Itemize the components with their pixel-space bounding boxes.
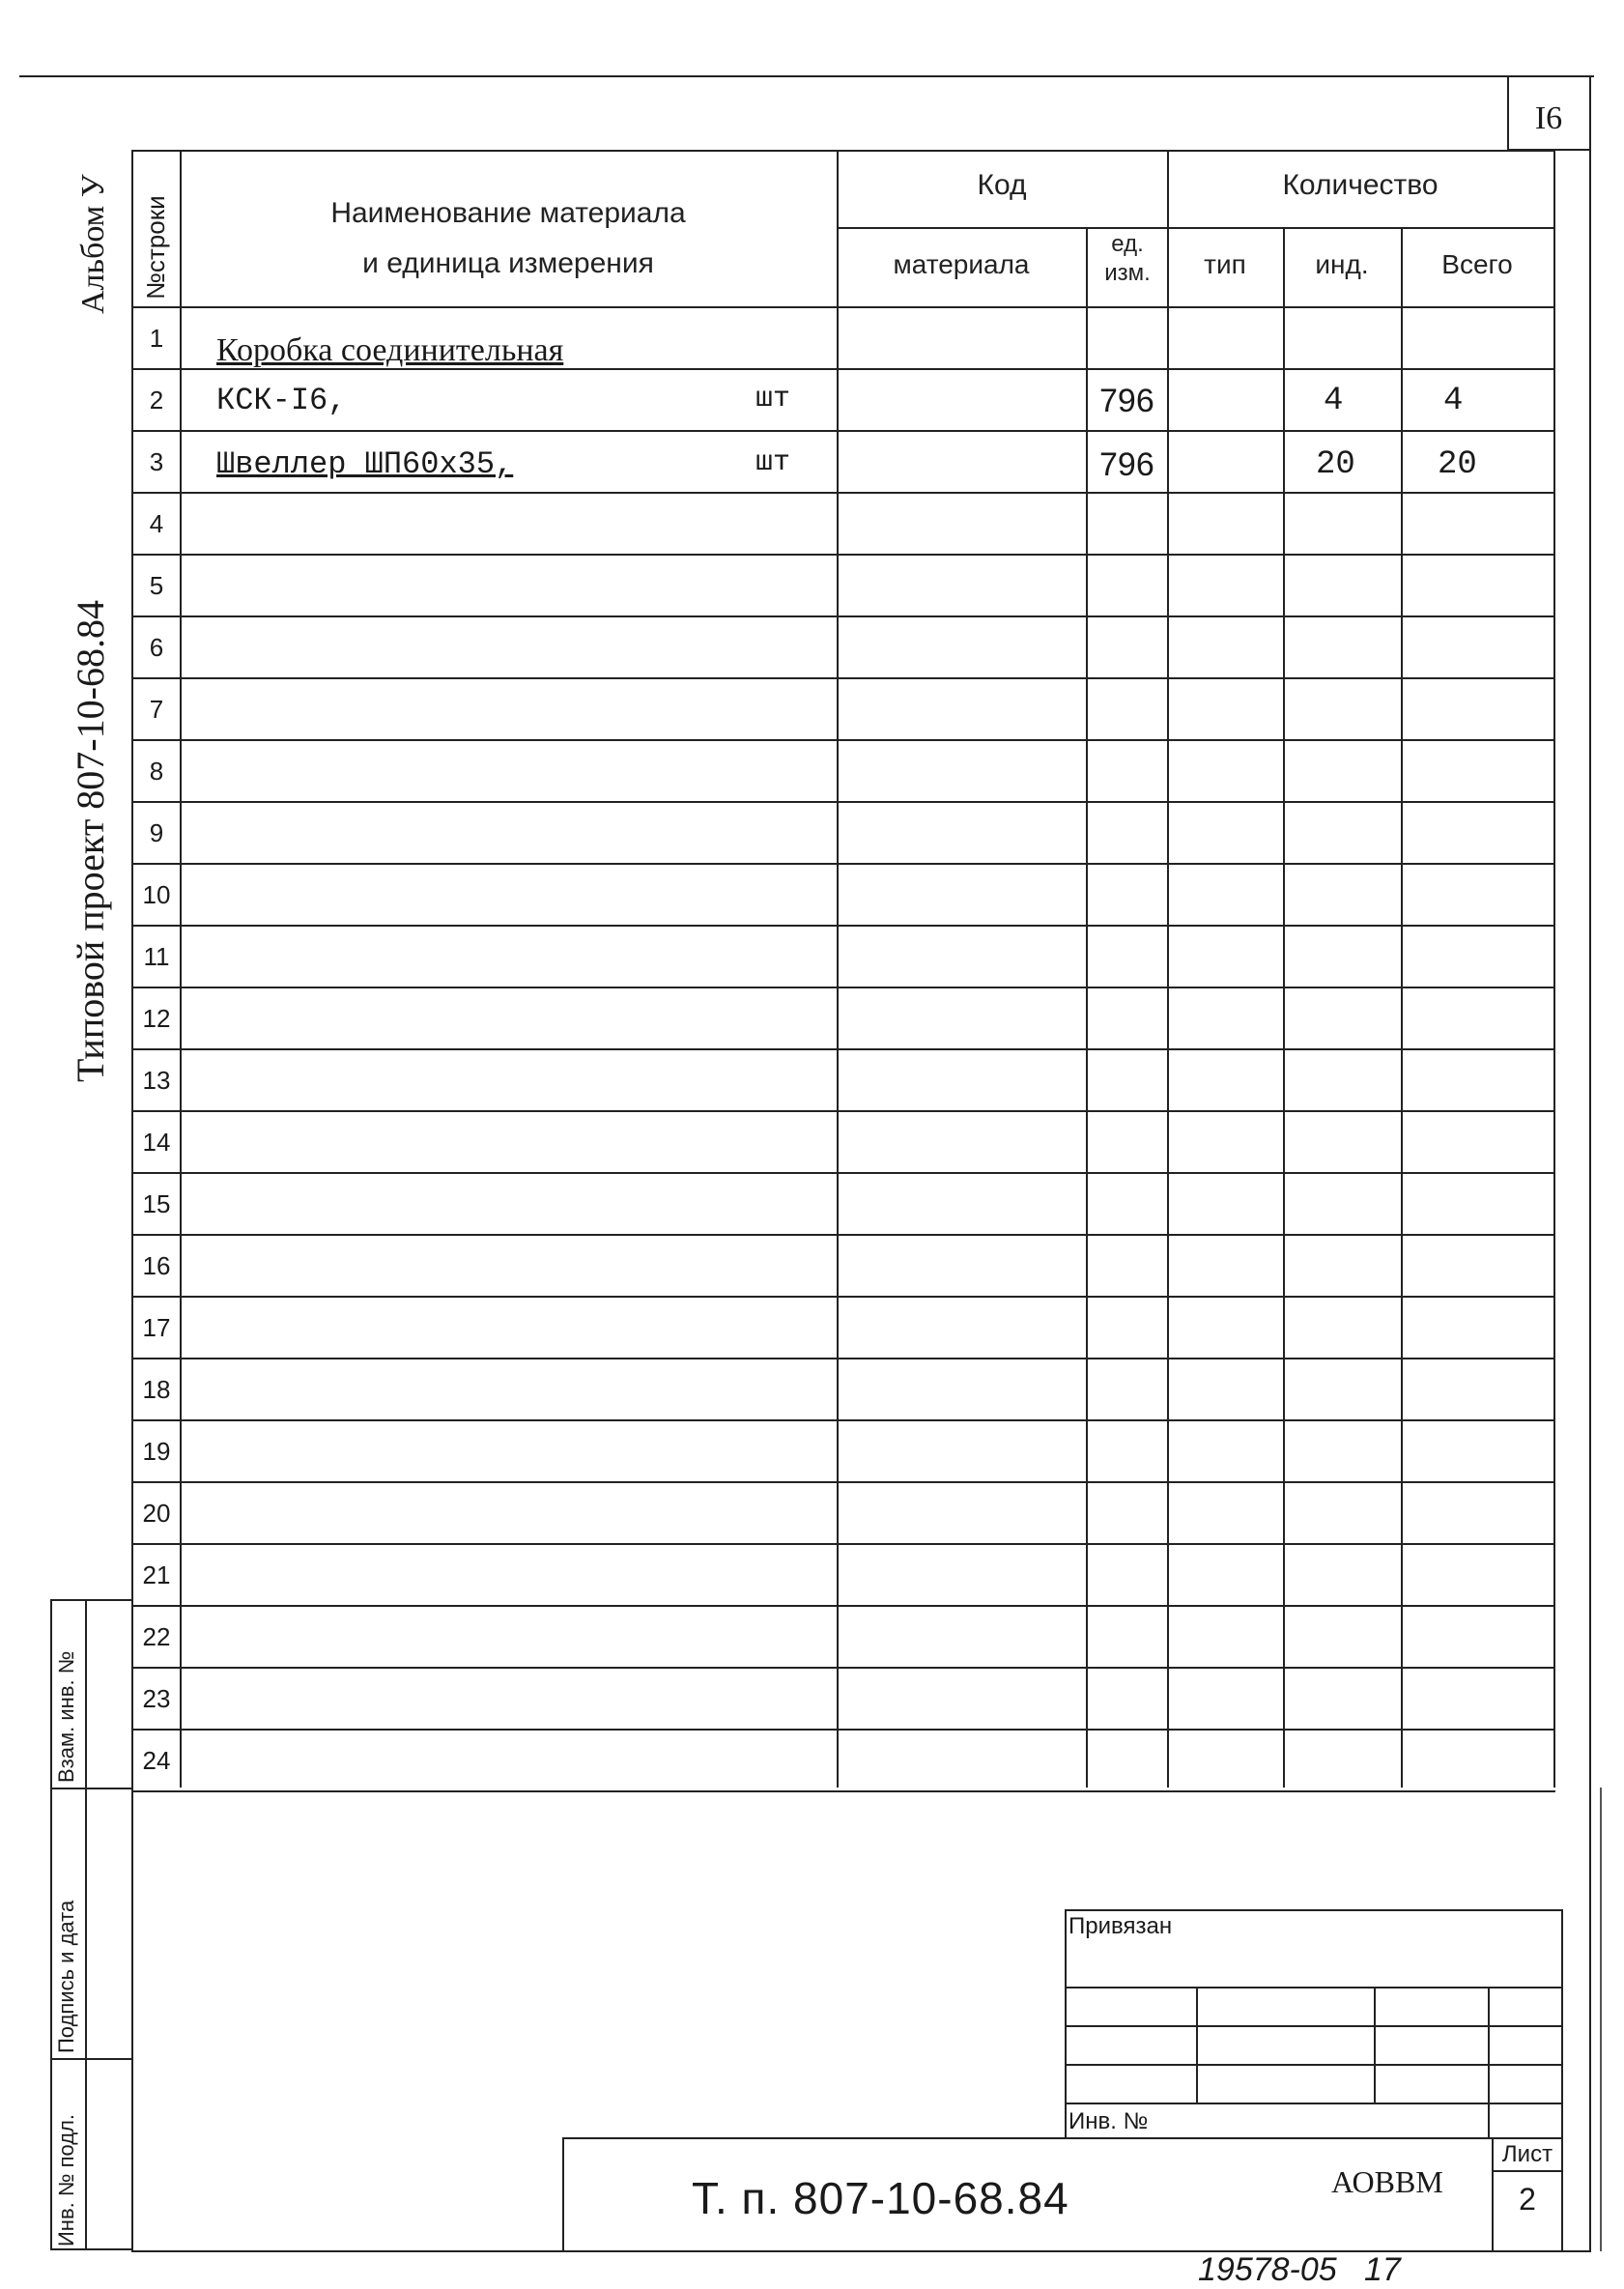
row-separator — [131, 739, 1555, 741]
row-number: 18 — [142, 1375, 171, 1404]
header-row-number: №строки — [141, 195, 170, 300]
sheet-cell-sep — [1492, 2170, 1563, 2172]
row-number: 22 — [142, 1622, 171, 1651]
row3-total: 20 — [1438, 446, 1477, 483]
row3-ind: 20 — [1316, 446, 1355, 483]
inv-label: Инв. № — [1068, 2108, 1149, 2134]
stamp-replace-inv: Взам. инв. № — [54, 1650, 78, 1783]
row3-unit-code: 796 — [1099, 446, 1154, 483]
header-code: Код — [977, 169, 1027, 201]
row-separator — [131, 1481, 1555, 1483]
stamp-sep-1 — [50, 1788, 131, 1789]
row-separator — [131, 1172, 1555, 1174]
header-mid — [837, 227, 1555, 229]
bound-label: Привязан — [1068, 1913, 1173, 1939]
row-separator — [131, 1543, 1555, 1545]
row2-unit-code: 796 — [1099, 383, 1154, 419]
row-separator — [131, 1234, 1555, 1236]
row-number: 9 — [149, 818, 164, 847]
album-label: Альбом У — [75, 174, 111, 314]
row-number: 2 — [149, 386, 164, 415]
row-separator — [131, 430, 1555, 432]
title-main-left — [562, 2137, 564, 2251]
sheet-corner-number: I6 — [1534, 100, 1563, 136]
row-separator — [131, 1790, 1555, 1792]
row-number: 4 — [149, 509, 164, 538]
bound-col-3 — [1488, 1987, 1490, 2139]
header-bottom — [131, 306, 1555, 308]
table-top — [131, 150, 1555, 152]
header-material: материала — [893, 249, 1030, 279]
row-number: 13 — [142, 1066, 171, 1095]
document-code: АОВВМ — [1331, 2164, 1443, 2199]
row-number: 17 — [142, 1313, 171, 1342]
col-line-ind — [1401, 227, 1403, 1788]
header-quantity: Количество — [1282, 169, 1439, 201]
row-separator — [131, 492, 1555, 494]
row-separator — [131, 554, 1555, 556]
row2-unit-label: шт — [755, 383, 791, 415]
title-block-right — [1561, 1909, 1563, 2252]
row-number: 21 — [142, 1560, 171, 1589]
col-line-material — [1086, 227, 1088, 1788]
col-line-unit — [1167, 150, 1169, 1788]
row-number: 1 — [149, 324, 164, 353]
row-separator — [131, 677, 1555, 679]
col-line-type — [1283, 227, 1285, 1788]
row2-name: КСК-I6, — [216, 383, 347, 418]
row-separator — [131, 987, 1555, 988]
row-number: 14 — [142, 1128, 171, 1157]
row-separator — [131, 615, 1555, 617]
row-number: 7 — [149, 695, 164, 724]
row-number: 15 — [142, 1189, 171, 1218]
row-separator — [131, 1048, 1555, 1050]
row-number: 6 — [149, 633, 164, 662]
row-separator — [131, 801, 1555, 803]
bound-col-2 — [1374, 1987, 1376, 2103]
project-label: Типовой проект 807-10-68.84 — [69, 600, 112, 1082]
stamp-sep-2 — [50, 2058, 131, 2060]
sheet-edge-line — [1600, 1788, 1602, 2251]
header-name: Наименование материала и единица измерения — [330, 197, 686, 279]
row-number: 19 — [142, 1437, 171, 1466]
col-line-name — [837, 150, 839, 1788]
frame-right-border — [1589, 75, 1591, 2252]
row-number: 8 — [149, 757, 164, 786]
row-separator — [131, 1296, 1555, 1298]
row-number: 5 — [149, 571, 164, 600]
row2-ind: 4 — [1324, 383, 1344, 419]
row-separator — [131, 1729, 1555, 1731]
designation: Т. п. 807-10-68.84 — [692, 2173, 1069, 2223]
row-separator — [131, 1667, 1555, 1669]
row-number: 16 — [142, 1251, 171, 1280]
header-unit: ед. изм. — [1104, 231, 1151, 286]
row-separator — [131, 1110, 1555, 1112]
row-number: 11 — [143, 942, 170, 971]
stamp-divider — [85, 1599, 87, 2250]
header-type: тип — [1204, 249, 1246, 279]
row-separator — [131, 925, 1555, 927]
sheet-label: Лист — [1501, 2141, 1553, 2167]
footer-number: 19578-05 17 — [1198, 2251, 1401, 2288]
row-number: 3 — [149, 447, 164, 476]
table-right — [1553, 150, 1555, 1788]
row-number: 23 — [142, 1684, 171, 1713]
row2-total: 4 — [1443, 383, 1464, 419]
row-separator — [131, 1358, 1555, 1359]
header-ind: инд. — [1315, 249, 1369, 279]
row-number: 20 — [142, 1499, 171, 1528]
sheet-number: 2 — [1519, 2182, 1536, 2217]
row-separator — [131, 863, 1555, 865]
stamp-signature-date: Подпись и дата — [54, 1900, 78, 2053]
row3-unit-label: шт — [755, 446, 791, 479]
row-number: 10 — [142, 880, 171, 909]
top-rule — [19, 75, 1594, 77]
row-separator — [131, 1605, 1555, 1607]
bound-col-1 — [1196, 1987, 1198, 2103]
row-number: 12 — [142, 1004, 171, 1033]
row3-name: Швеллер ШП60х35, — [216, 446, 514, 482]
stamp-original-inv: Инв. № подл. — [54, 2113, 78, 2246]
col-line-rownum — [180, 150, 182, 1788]
row-separator — [131, 1419, 1555, 1421]
row-number: 24 — [142, 1746, 171, 1775]
header-total: Всего — [1441, 249, 1513, 279]
title-main-top — [562, 2137, 1563, 2139]
row1-name: Коробка соединительная — [216, 332, 564, 368]
